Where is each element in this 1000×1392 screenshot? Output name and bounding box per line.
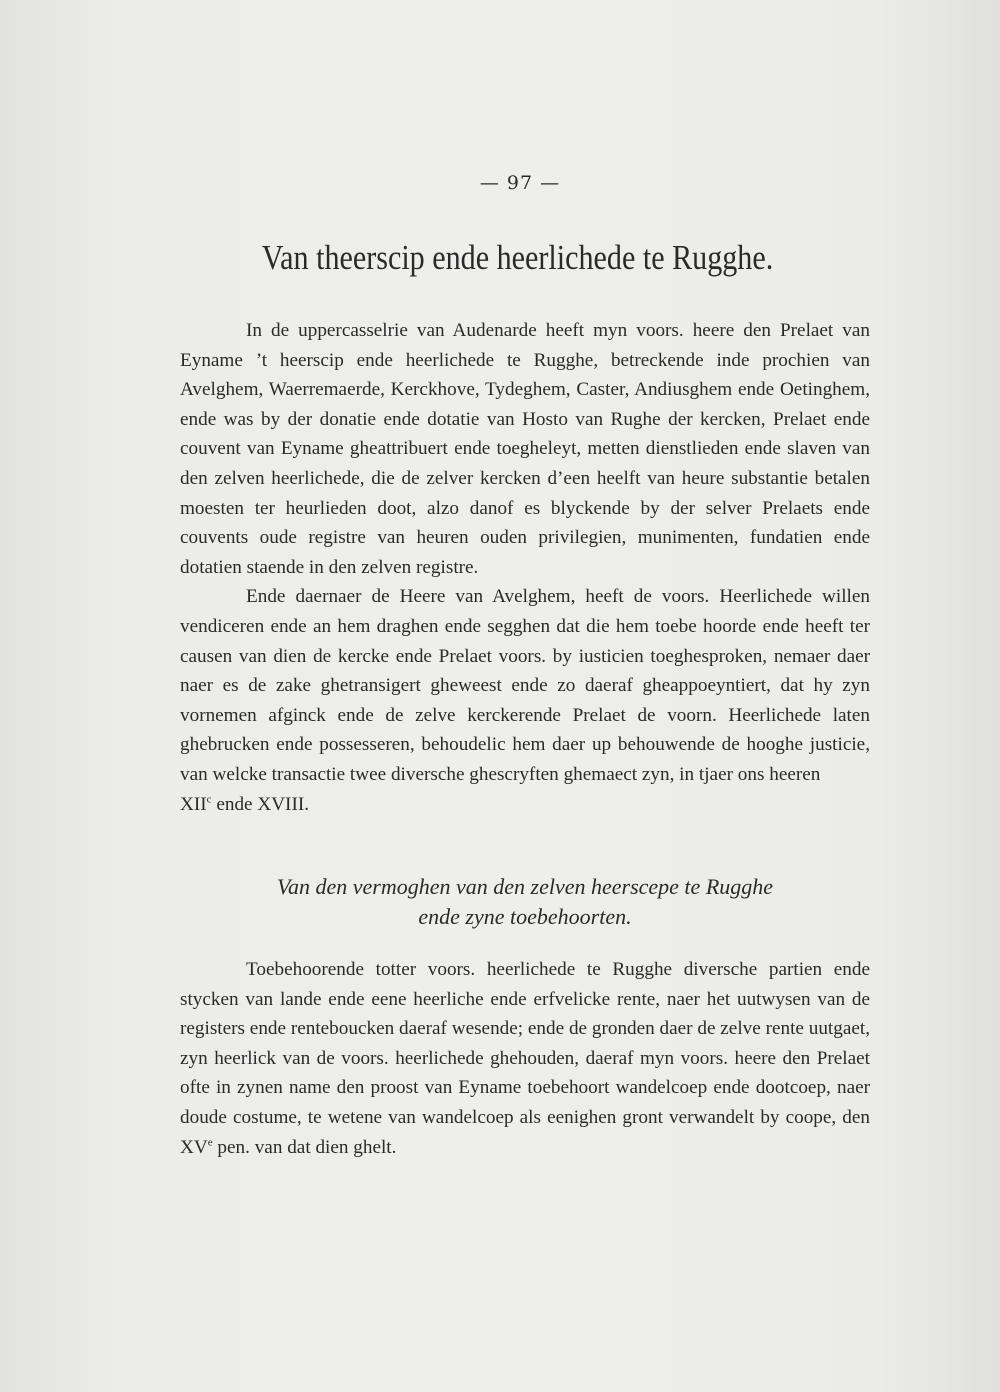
paragraph-3-end: pen. van dat dien ghelt.: [212, 1136, 397, 1158]
paragraph-2-closing: [180, 790, 870, 820]
section-subheading: [180, 872, 870, 932]
closing-superscript: c: [206, 793, 212, 806]
subheading-line-2: ende zyne toebehoorten.: [418, 904, 632, 929]
paragraph-1: In de uppercasselrie van Audenarde heeft myn voors. heere den Prelaet van Eyname ’t heerscip ende heerlichede te Rugghe, betreckende inde prochien van Avelghem, Waerremaerde, Kerckhove, Tydeghem, Caster, Andiusghem ende Oetinghem, ende was by der donatie ende dotatie van Hosto van Rughe der kercken, Prelaet ende couvent van Eyname gheattribuert ende toegheleyt, metten dienstlieden ende slaven van den zelven heerlichede, die de zelver kercken d’een heelft van heure substantie betalen moesten ter heurlieden doot, alzo danof es blyckende by der selver Prelaets ende couvents oude registre van heuren ouden privilegien, munimenten, fundatien ende dotatien staende in den zelven registre.: [180, 320, 870, 578]
page-number: — 97 —: [479, 172, 561, 194]
section-1-body: [180, 316, 870, 819]
subheading-line-1: Van den vermoghen van den zelven heerscepe te Rugghe: [276, 874, 774, 899]
paragraph-3: [180, 955, 870, 1162]
page-title: Van theerscip ende heerlichede te Rugghe.: [261, 238, 774, 277]
closing-prefix: XII: [180, 793, 207, 815]
paragraph-3-superscript: e: [207, 1136, 213, 1149]
closing-suffix: ende XVIII.: [211, 793, 310, 815]
paragraph-3-main: Toebehoorende totter voors. heerlichede te Rugghe diversche partien ende stycken van lande ende eene heerliche ende erfvelicke rente, naer het uutwysen van de registers ende renteboucken daeraf wesende; ende de gronden daer de zelve rente uutgaet, zyn heerlick van de voors. heerlichede ghehouden, daeraf myn voors. heere den Prelaet ofte in zynen name den proost van Eyname toebehoort wandelcoep ende dootcoep, naer doude costume, te wetene van wandelcoep als eenighen gront verwandelt by coope, den XV: [180, 959, 870, 1158]
paragraph-2: [180, 582, 870, 789]
section-2-body: [180, 955, 870, 1162]
paragraph-2-text: Ende daernaer de Heere van Avelghem, heeft de voors. Heerlichede willen vendiceren ende an hem draghen ende segghen dat die hem toebe hoorde ende heeft ter causen van dien de kercke ende Prelaet voors. by iusticien toeghesproken, nemaer daer naer es de zake ghetransigert gheweest ende zo daeraf gheappoeyntiert, dat hy zyn vornemen afginck ende de zelve kerckerende Prelaet de voorn. Heerlichede laten ghebrucken ende possesseren, behoudelic hem daer up behouwende de hooghe justicie, van welcke transactie twee diversche ghescryften ghemaect zyn, in tjaer ons heeren: [180, 586, 870, 785]
